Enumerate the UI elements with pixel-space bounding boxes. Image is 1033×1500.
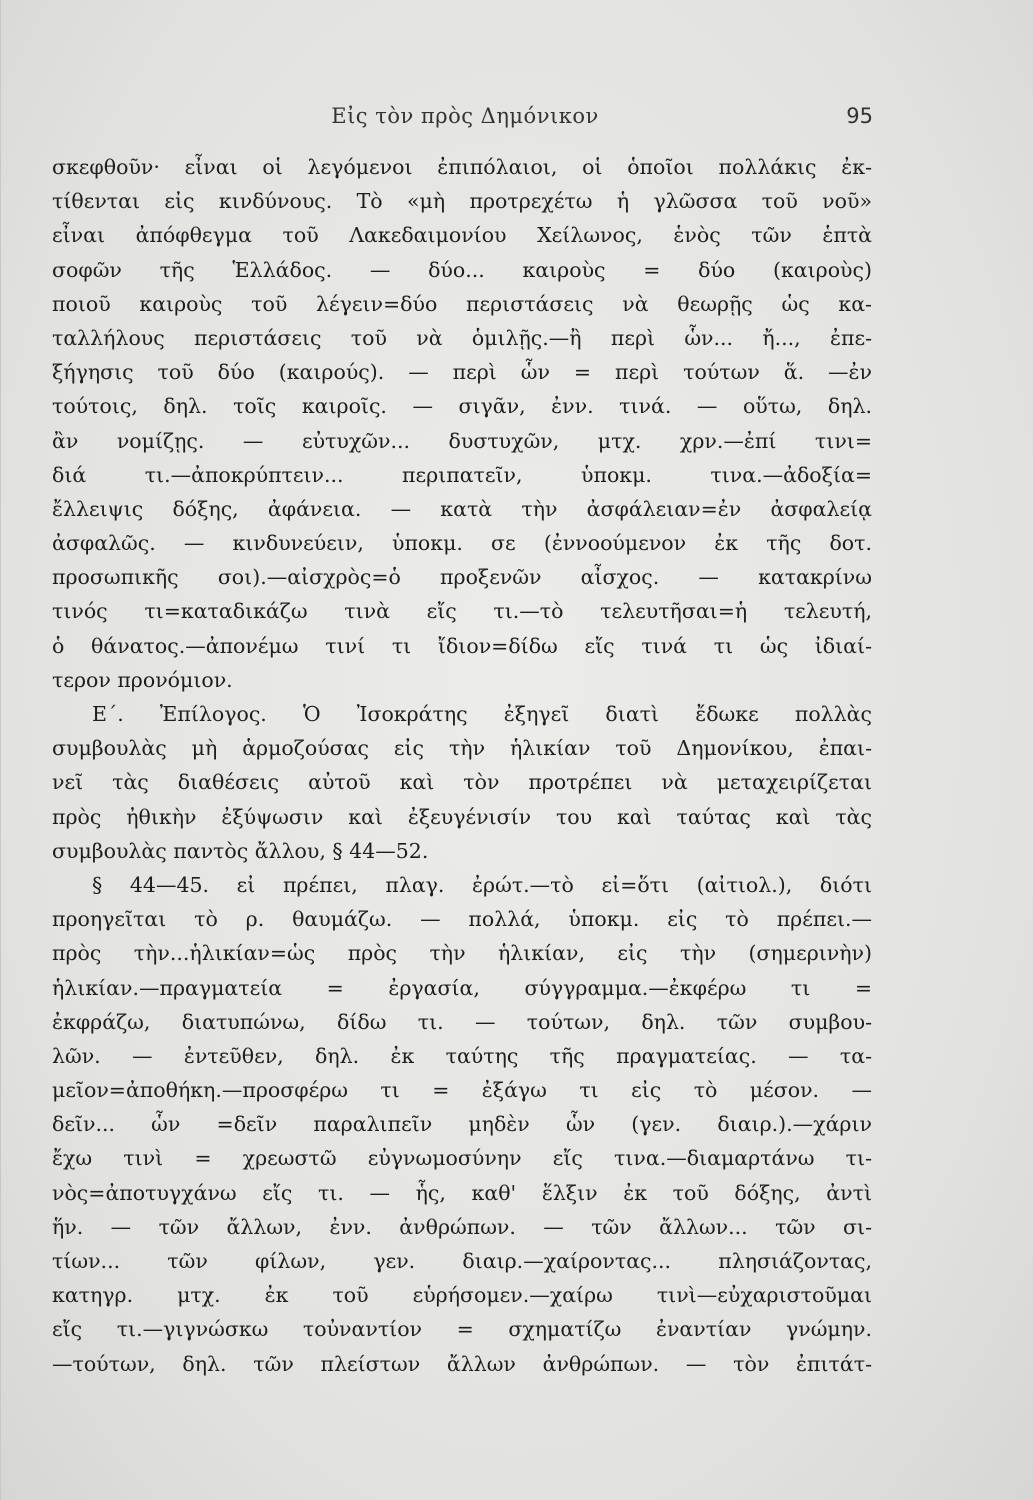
- text-line: ὁ θάνατος.—ἀπονέμω τινί τι ἴδιον=δίδω εἴς τινά τι ὡς ἰδιαί-: [52, 633, 872, 658]
- text-line: προηγεῖται τὸ ρ. θαυμάζω. — πολλά, ὑποκμ. εἰς τὸ πρέπει.—: [52, 907, 872, 932]
- text-line: συμβουλὰς μὴ ἁρμοζούσας εἰς τὴν ἡλικίαν τοῦ Δημονίκου, ἐπαι-: [52, 736, 872, 761]
- running-head: [0, 104, 1033, 134]
- text-line: λῶν. — ἐντεῦθεν, δηλ. ἐκ ταύτης τῆς πραγματείας. — τα-: [52, 1043, 872, 1068]
- text-line: ἥν. — τῶν ἄλλων, ἐνν. ἀνθρώπων. — τῶν ἄλλων... τῶν σι-: [52, 1214, 872, 1239]
- text-line: § 44—45. εἰ πρέπει, πλαγ. ἐρώτ.—τὸ εἰ=ὅτι (αἰτιολ.), διότι: [92, 872, 872, 897]
- paragraph-section-44-45: [52, 868, 872, 1381]
- text-line: ἔλλειψις δόξης, ἀφάνεια. — κατὰ τὴν ἀσφάλειαν=ἐν ἀσφαλείᾳ: [52, 496, 872, 521]
- text-line: ἂν νομίζῃς. — εὐτυχῶν... δυστυχῶν, μτχ. χρν.—ἐπί τινι=: [52, 428, 872, 453]
- paragraph-epilogue: [52, 697, 872, 868]
- text-line: νὸς=ἀποτυγχάνω εἴς τι. — ἧς, καθ' ἕλξιν ἐκ τοῦ δόξης, ἀντὶ: [52, 1180, 872, 1205]
- text-line: τερον προνόμιον.: [52, 667, 233, 692]
- text-line: τινός τι=καταδικάζω τινὰ εἴς τι.—τὸ τελευτῆσαι=ἡ τελευτή,: [52, 599, 872, 624]
- text-line: προσωπικῆς σοι).—αἰσχρὸς=ὁ προξενῶν αἶσχος. — κατακρίνω: [52, 565, 872, 590]
- text-line: ξήγησις τοῦ δύο (καιρούς). — περὶ ὧν = περὶ τούτων ἅ. —ἐν: [52, 360, 872, 385]
- text-line: νεῖ τὰς διαθέσεις αὐτοῦ καὶ τὸν προτρέπει νὰ μεταχειρίζεται: [52, 770, 872, 795]
- text-line: ἀσφαλῶς. — κινδυνεύειν, ὑποκμ. σε (ἐννοούμενον ἐκ τῆς δοτ.: [52, 531, 872, 556]
- running-title: Εἰς τὸν πρὸς Δημόνικον: [331, 104, 599, 128]
- text-line: ποιοῦ καιροὺς τοῦ λέγειν=δύο περιστάσεις νὰ θεωρῇς ὡς κα-: [52, 291, 872, 316]
- text-line: πρὸς ἠθικὴν ἐξύψωσιν καὶ ἐξευγένισίν του καὶ ταύτας καὶ τὰς: [52, 804, 872, 829]
- page-number: 95: [846, 104, 873, 128]
- text-line: εἴς τι.—γιγνώσκω τοὐναντίον = σχηματίζω ἐναντίαν γνώμην.: [52, 1317, 872, 1342]
- text-line: τίων... τῶν φίλων, γεν. διαιρ.—χαίροντας... πλησιάζοντας,: [52, 1249, 872, 1273]
- text-line: ἡλικίαν.—πραγματεία = ἐργασία, σύγγραμμα.—ἐκφέρω τι =: [52, 975, 872, 1000]
- text-line: ἔχω τινὶ = χρεωστῶ εὐγνωμοσύνην εἴς τινα.—διαμαρτάνω τι-: [52, 1146, 872, 1171]
- text-line: σοφῶν τῆς Ἑλλάδος. — δύο... καιροὺς = δύο (καιροὺς): [52, 257, 872, 282]
- text-line: πρὸς τὴν...ἡλικίαν=ὡς πρὸς τὴν ἡλικίαν, εἰς τὴν (σημερινὴν): [52, 941, 872, 966]
- text-line: σκεφθοῦν· εἶναι οἱ λεγόμενοι ἐπιπόλαιοι, οἱ ὁποῖοι πολλάκις ἐκ-: [52, 155, 872, 179]
- text-line: —τούτων, δηλ. τῶν πλείστων ἄλλων ἀνθρώπων. — τὸν ἐπιτάτ-: [52, 1351, 872, 1376]
- text-line: εἶναι ἀπόφθεγμα τοῦ Λακεδαιμονίου Χείλωνος, ἑνὸς τῶν ἑπτὰ: [52, 223, 872, 248]
- text-line: κατηγρ. μτχ. ἐκ τοῦ εὑρήσομεν.—χαίρω τινὶ—εὐχαριστοῦμαι: [52, 1283, 872, 1308]
- text-line: τίθενται εἰς κινδύνους. Τὸ «μὴ προτρεχέτω ἡ γλῶσσα τοῦ νοῦ»: [52, 189, 872, 214]
- text-line: τούτοις, δηλ. τοῖς καιροῖς. — σιγᾶν, ἐνν. τινά. — οὕτω, δηλ.: [52, 394, 872, 419]
- text-line: συμβουλὰς παντὸς ἄλλου, § 44—52.: [52, 838, 429, 863]
- text-line: Ε΄. Ἐπίλογος. Ὁ Ἰσοκράτης ἐξηγεῖ διατὶ ἔδωκε πολλὰς: [92, 702, 872, 726]
- text-line: δεῖν... ὧν =δεῖν παραλιπεῖν μηδὲν ὧν (γεν. διαιρ.).—χάριν: [52, 1112, 872, 1137]
- text-line: διά τι.—ἀποκρύπτειν... περιπατεῖν, ὑποκμ. τινα.—ἀδοξία=: [52, 462, 872, 487]
- text-line: μεῖον=ἀποθήκη.—προσφέρω τι = ἐξάγω τι εἰς τὸ μέσον. —: [52, 1078, 872, 1103]
- body-text: [52, 150, 872, 1381]
- text-line: ταλλήλους περιστάσεις τοῦ νὰ ὁμιλῇς.—ἢ περὶ ὧν... ἤ..., ἐπε-: [52, 325, 872, 350]
- text-line: ἐκφράζω, διατυπώνω, δίδω τι. — τούτων, δηλ. τῶν συμβου-: [52, 1009, 872, 1034]
- page-edge: [0, 0, 1, 1500]
- paragraph-notes-continuation: [52, 150, 872, 697]
